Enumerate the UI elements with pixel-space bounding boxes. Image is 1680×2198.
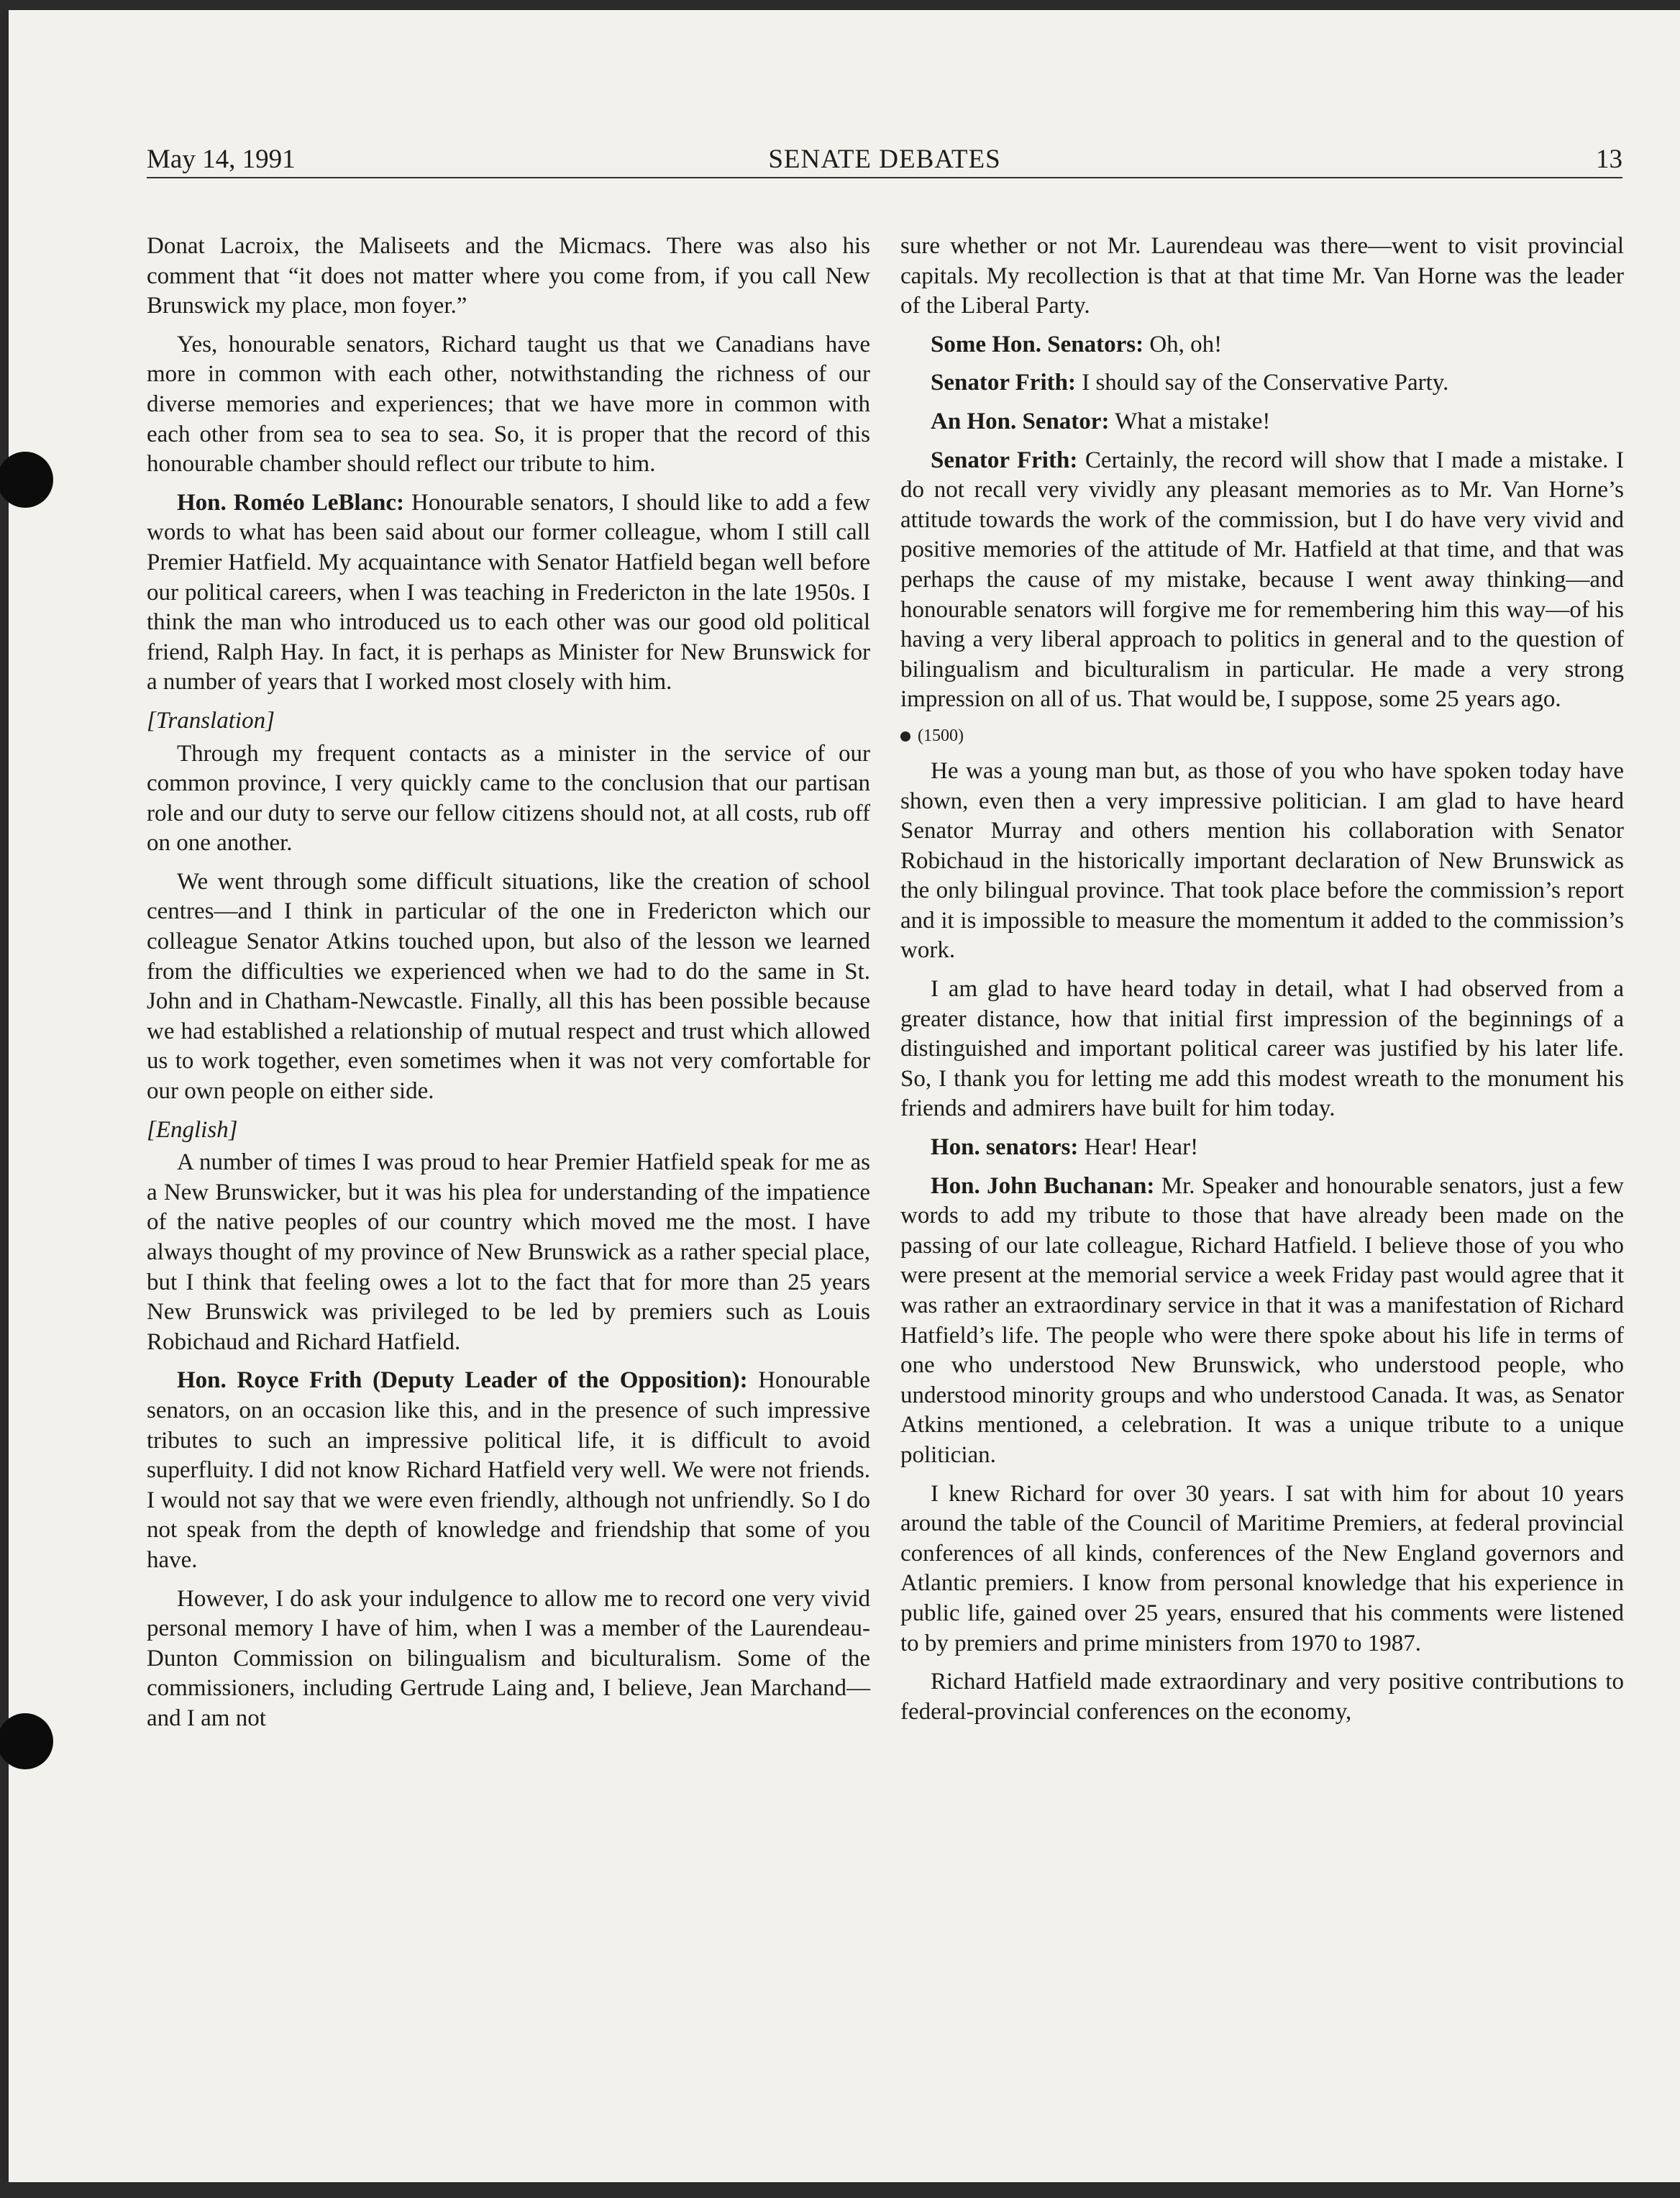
speaker-name: Senator Frith: xyxy=(931,447,1078,473)
scan-border-bottom xyxy=(0,2182,1680,2198)
time-marker-text: (1500) xyxy=(918,726,964,745)
paragraph: We went through some difficult situations, like the creation of school centres—and I think in particular of the one in Fredericton which our colleague Senator Atkins touched upon, but also of the lesson we learned from the difficulties we experienced when we had to do the same in St. John and in Chatham-Newcastle. Finally, all this has been possible because we had established a relationship of mutual respect and trust which allowed us to work together, even sometimes when it was not very comfortable for our own people on either side. xyxy=(147,868,870,1105)
paragraph: A number of times I was proud to hear Premier Hatfield speak for me as a New Brunswicker, but it was his plea for understanding of the impatience of the native peoples of our country which moved me the most. I have always thought of my province of New Brunswick as a rather special place, but I think that feeling owes a lot to the fact that for more than 25 years New Brunswick was privileged to be led by premiers such as Louis Robichaud and Richard Hatfield. xyxy=(147,1149,870,1355)
paragraph: I am glad to have heard today in detail, what I had observed from a greater distance, how that initial first impression of the beginnings of a distinguished and important political career was justified by his later life. So, I thank you for letting me add this modest wreath to the monument his friends and admirers have built for him today. xyxy=(900,976,1624,1122)
speech-text: Honourable senators, on an occasion like this, and in the presence of such impressive tributes to such an impressive political life, it is difficult to avoid superfluity. I did not know Richard Hatfield very well. We were not friends. I would not say that we were even friendly, although not unfriendly. So I do not speak from the depth of knowledge and friendship that some of you have. xyxy=(147,1367,870,1573)
scan-border-left xyxy=(0,0,9,2198)
header-date: May 14, 1991 xyxy=(147,145,296,174)
speaker-name: Hon. John Buchanan: xyxy=(931,1172,1155,1199)
paragraph xyxy=(900,1133,1624,1163)
speech-text: Honourable senators, I should like to add a few words to what has been said about our former colleague, whom I still call Premier Hatfield. My acquaintance with Senator Hatfield began well before our political careers, when I was teaching in Fredericton in the late 1950s. I think the man who introduced us to each other was our good old political friend, Ralph Hay. In fact, it is perhaps as Minister for New Brunswick for a number of years that I worked most closely with him. xyxy=(147,489,870,696)
language-tag: [Translation] xyxy=(147,707,275,734)
paragraph: Richard Hatfield made extraordinary and very positive contributions to federal-provincial conferences on the economy, xyxy=(900,1669,1624,1725)
speech-text: Certainly, the record will show that I made a mistake. I do not recall very vividly any pleasant memories as to Mr. Van Horne’s attitude towards the work of the commission, but I do have very vivid and positive memories of the attitude of Mr. Hatfield at that time, and that was perhaps the cause of my mistake, because I went away thinking—and honourable senators will forgive me for remembering him this way—of his having a very liberal approach to politics in general and to the question of bilingualism and biculturalism in particular. He made a very strong impression on all of us. That would be, I suppose, some 25 years ago. xyxy=(900,447,1624,713)
header-page-number: 13 xyxy=(1596,145,1622,174)
paragraph: Donat Lacroix, the Maliseets and the Micmacs. There was also his comment that “it does not matter where you come from, if you call New Brunswick my place, mon foyer.” xyxy=(147,233,870,319)
paragraph xyxy=(900,407,1624,437)
language-tag: [English] xyxy=(147,1116,238,1143)
paragraph: I knew Richard for over 30 years. I sat with him for about 10 years around the table of the Council of Maritime Premiers, at federal provincial conferences of all kinds, conferences of the New England governors and Atlantic premiers. I know from personal knowledge that his experience in public life, gained over 25 years, ensured that his comments were listened to by premiers and prime ministers from 1970 to 1987. xyxy=(900,1480,1624,1656)
paragraph: Yes, honourable senators, Richard taught us that we Canadians have more in common with each other, notwithstanding the richness of our diverse memories and experiences; that we have more in common with each other from sea to sea to sea. So, it is proper that the record of this honourable chamber should reflect our tribute to him. xyxy=(147,331,870,478)
header-title: SENATE DEBATES xyxy=(768,145,1001,174)
paragraph xyxy=(147,1366,870,1575)
bullet-icon xyxy=(900,731,910,742)
paragraph: He was a young man but, as those of you who have spoken today have shown, even then a very impressive politician. I am glad to have heard Senator Murray and others mention his collaboration with Senator Robichaud in the historically important declaration of New Brunswick as the only bilingual province. That took place before the commission’s report and it is impossible to measure the momentum it added to the commission’s work. xyxy=(900,757,1624,964)
left-column xyxy=(147,232,870,1743)
running-head xyxy=(147,144,1622,178)
speech-text: I should say of the Conservative Party. xyxy=(1075,370,1449,396)
speaker-name: Hon. Royce Frith (Deputy Leader of the Opposition): xyxy=(177,1367,748,1394)
speech-text: What a mistake! xyxy=(1109,408,1271,434)
paragraph xyxy=(900,446,1624,715)
header-rule xyxy=(147,177,1622,178)
speaker-name: Hon. senators: xyxy=(931,1134,1079,1161)
speech-text: Mr. Speaker and honourable senators, just a few words to add my tribute to those that have already been made on the passing of our late colleague, Richard Hatfield. I believe those of you who were present at the memorial service a week Friday past would agree that it was rather an extraordinary service in that it was a manifestation of Richard Hatfield’s life. The people who were there spoke about his life in terms of one who understood New Brunswick, who understood people, who understood minority groups and who understood Canada. It was, as Senator Atkins mentioned, a celebration. It was a unique tribute to a unique politician. xyxy=(900,1172,1624,1468)
speech-text: Hear! Hear! xyxy=(1078,1134,1199,1161)
paragraph xyxy=(900,368,1624,398)
paragraph xyxy=(147,488,870,698)
speech-text: Oh, oh! xyxy=(1143,331,1223,357)
speaker-name: Hon. Roméo LeBlanc: xyxy=(177,489,405,516)
speaker-name: Senator Frith: xyxy=(931,370,1076,396)
speaker-name: Some Hon. Senators: xyxy=(931,331,1144,357)
paragraph: However, I do ask your indulgence to allow me to record one very vivid personal memory I have of him, when I was a member of the Laurendeau-Dunton Commission on bilingualism and biculturalism. Some of the commissioners, including Gertrude Laing and, I believe, Jean Marchand—and I am not xyxy=(147,1585,870,1731)
speaker-name: An Hon. Senator: xyxy=(931,408,1110,434)
punch-hole-upper xyxy=(0,452,53,508)
right-column xyxy=(900,232,1624,1736)
paragraph: Through my frequent contacts as a minister in the service of our common province, I very quickly came to the conclusion that our partisan role and our duty to serve our fellow citizens should not, at all costs, rub off on one another. xyxy=(147,740,870,857)
paragraph: sure whether or not Mr. Laurendeau was there—went to visit provincial capitals. My recollection is that at that time Mr. Van Horne was the leader of the Liberal Party. xyxy=(900,233,1624,319)
scan-border-top xyxy=(0,0,1680,10)
time-marker xyxy=(900,724,1624,748)
punch-hole-lower xyxy=(0,1713,53,1769)
paragraph xyxy=(900,1172,1624,1471)
paragraph xyxy=(900,330,1624,360)
